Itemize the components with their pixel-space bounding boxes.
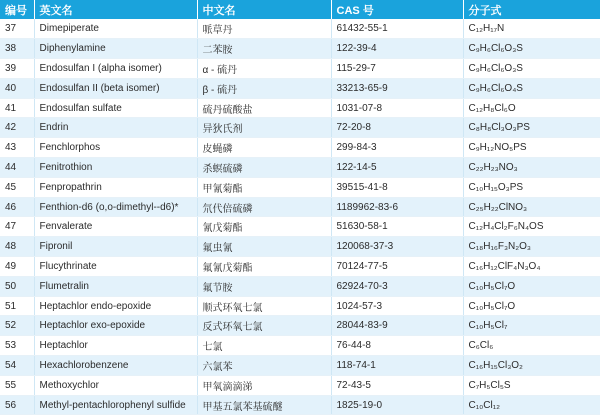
cell-english-name: Fenpropathrin <box>34 177 197 197</box>
cell-chinese-name: 七氯 <box>197 336 331 356</box>
cell-cas-number: 299-84-3 <box>331 138 463 158</box>
cell-chinese-name: 反式环氧七氯 <box>197 316 331 336</box>
cell-english-name: Heptachlor <box>34 336 197 356</box>
cell-number: 54 <box>0 356 34 376</box>
cell-english-name: Fenvalerate <box>34 217 197 237</box>
cell-formula: C₂₂H₂₃NO₃ <box>463 158 600 178</box>
cell-number: 46 <box>0 197 34 217</box>
cell-formula: C₉H₁₂NO₅PS <box>463 138 600 158</box>
table-row <box>0 197 600 217</box>
cell-number: 50 <box>0 276 34 296</box>
cell-chinese-name: 硫丹硫酸盐 <box>197 98 331 118</box>
cell-formula: C₉H₆Cl₆O₃S <box>463 39 600 59</box>
cell-number: 51 <box>0 296 34 316</box>
cell-english-name: Endosulfan I (alpha isomer) <box>34 59 197 79</box>
cell-number: 41 <box>0 98 34 118</box>
cell-formula: C₁₆H₁₅Cl₃O₂ <box>463 356 600 376</box>
cell-chinese-name: 杀螟硫磷 <box>197 158 331 178</box>
cell-chinese-name: 六氯苯 <box>197 356 331 376</box>
cell-cas-number: 39515-41-8 <box>331 177 463 197</box>
table-row <box>0 296 600 316</box>
cell-chinese-name: 甲氧滴滴涕 <box>197 375 331 395</box>
table-row <box>0 138 600 158</box>
cell-chinese-name: 甲基五氯苯基硫醚 <box>197 395 331 415</box>
cell-cas-number: 120068-37-3 <box>331 237 463 257</box>
table-row <box>0 316 600 336</box>
cell-number: 52 <box>0 316 34 336</box>
cell-cas-number: 115-29-7 <box>331 59 463 79</box>
cell-number: 37 <box>0 19 34 39</box>
header-cas-number: CAS 号 <box>331 0 463 19</box>
cell-formula: C₁₀H₅Cl₇O <box>463 296 600 316</box>
cell-chinese-name: 顺式环氧七氯 <box>197 296 331 316</box>
cell-formula: C₁₂H₈Cl₆O <box>463 98 600 118</box>
cell-chinese-name: 氟氰戊菊酯 <box>197 257 331 277</box>
cell-cas-number: 62924-70-3 <box>331 276 463 296</box>
table-row <box>0 395 600 415</box>
cell-cas-number: 61432-55-1 <box>331 19 463 39</box>
table-row <box>0 276 600 296</box>
table-row <box>0 78 600 98</box>
table-row <box>0 19 600 39</box>
cell-formula: C₂₅H₂₂ClNO₃ <box>463 197 600 217</box>
cell-cas-number: 33213-65-9 <box>331 78 463 98</box>
cell-cas-number: 51630-58-1 <box>331 217 463 237</box>
cell-formula: C₁₀H₁₅O₃PS <box>463 177 600 197</box>
cell-number: 44 <box>0 158 34 178</box>
cell-number: 45 <box>0 177 34 197</box>
cell-number: 47 <box>0 217 34 237</box>
cell-chinese-name: 甲氰菊酯 <box>197 177 331 197</box>
cell-cas-number: 122-14-5 <box>331 158 463 178</box>
cell-english-name: Methoxychlor <box>34 375 197 395</box>
table-row <box>0 356 600 376</box>
table-body <box>0 19 600 415</box>
header-formula: 分子式 <box>468 4 502 17</box>
cell-english-name: Heptachlor exo-epoxide <box>34 316 197 336</box>
cell-english-name: Fenchlorphos <box>34 138 197 158</box>
cell-formula: C₈H₈Cl₃O₃PS <box>463 118 600 138</box>
cell-formula: C₁₆H₁₂ClF₄N₃O₄ <box>463 257 600 277</box>
cell-english-name: Dimepiperate <box>34 19 197 39</box>
cell-english-name: Endrin <box>34 118 197 138</box>
cell-formula: C₁₂H₁₇N <box>463 19 600 39</box>
cell-cas-number: 1031-07-8 <box>331 98 463 118</box>
cell-english-name: Fenthion-d6 (o,o-dimethyl--d6)* <box>34 197 197 217</box>
cell-chinese-name: 氘代倍硫磷 <box>197 197 331 217</box>
cell-number: 56 <box>0 395 34 415</box>
cell-chinese-name: 异狄氏剂 <box>197 118 331 138</box>
table-row <box>0 59 600 79</box>
cell-number: 43 <box>0 138 34 158</box>
header-chinese-name: 中文名 <box>197 0 331 19</box>
cell-chinese-name: 皮蝇磷 <box>197 138 331 158</box>
cell-cas-number: 1024-57-3 <box>331 296 463 316</box>
cell-number: 40 <box>0 78 34 98</box>
cell-formula: C₁₀Cl₁₂ <box>463 395 600 415</box>
cell-chinese-name: β - 硫丹 <box>197 78 331 98</box>
cell-chinese-name: 氟虫氰 <box>197 237 331 257</box>
cell-english-name: Diphenylamine <box>34 39 197 59</box>
cell-formula: C₆Cl₆ <box>463 336 600 356</box>
table-row <box>0 375 600 395</box>
cell-cas-number: 122-39-4 <box>331 39 463 59</box>
cell-english-name: Flucythrinate <box>34 257 197 277</box>
cell-cas-number: 28044-83-9 <box>331 316 463 336</box>
table-row <box>0 257 600 277</box>
cell-cas-number: 1825-19-0 <box>331 395 463 415</box>
cell-formula: C₉H₆Cl₆O₄S <box>463 78 600 98</box>
cell-number: 39 <box>0 59 34 79</box>
cell-english-name: Endosulfan sulfate <box>34 98 197 118</box>
cell-number: 49 <box>0 257 34 277</box>
cell-number: 53 <box>0 336 34 356</box>
cell-cas-number: 72-20-8 <box>331 118 463 138</box>
table-row <box>0 39 600 59</box>
header-english-name: 英文名 <box>34 0 197 19</box>
cell-formula: C₁₀H₅Cl₇O <box>463 276 600 296</box>
cell-english-name: Fenitrothion <box>34 158 197 178</box>
cell-formula: C₁₂H₄Cl₂F₆N₄OS <box>463 217 600 237</box>
table-row <box>0 98 600 118</box>
table-row <box>0 336 600 356</box>
table-row <box>0 217 600 237</box>
cell-number: 38 <box>0 39 34 59</box>
cell-english-name: Endosulfan II (beta isomer) <box>34 78 197 98</box>
cell-number: 42 <box>0 118 34 138</box>
cell-cas-number: 72-43-5 <box>331 375 463 395</box>
cell-formula: C₇H₅Cl₅S <box>463 375 600 395</box>
cell-chinese-name: 氰戊菊酯 <box>197 217 331 237</box>
cell-formula: C₉H₆Cl₆O₃S <box>463 59 600 79</box>
cell-formula: C₁₀H₅Cl₇ <box>463 316 600 336</box>
table-row <box>0 237 600 257</box>
cell-chinese-name: 氟节胺 <box>197 276 331 296</box>
cell-english-name: Flumetralin <box>34 276 197 296</box>
cell-english-name: Hexachlorobenzene <box>34 356 197 376</box>
cell-chinese-name: α - 硫丹 <box>197 59 331 79</box>
table-header-row <box>0 0 600 19</box>
table-row <box>0 158 600 178</box>
cell-english-name: Fipronil <box>34 237 197 257</box>
cell-chinese-name: 二苯胺 <box>197 39 331 59</box>
cell-formula: C₁₈H₁₆F₃N₂O₃ <box>463 237 600 257</box>
cell-english-name: Methyl-pentachlorophenyl sulfide <box>34 395 197 415</box>
cell-number: 48 <box>0 237 34 257</box>
cell-number: 55 <box>0 375 34 395</box>
header-number: 编号 <box>0 0 34 19</box>
cell-cas-number: 118-74-1 <box>331 356 463 376</box>
cell-cas-number: 1189962-83-6 <box>331 197 463 217</box>
cell-chinese-name: 哌草丹 <box>197 19 331 39</box>
cell-cas-number: 70124-77-5 <box>331 257 463 277</box>
cell-english-name: Heptachlor endo-epoxide <box>34 296 197 316</box>
table-row <box>0 177 600 197</box>
table-row <box>0 118 600 138</box>
cell-cas-number: 76-44-8 <box>331 336 463 356</box>
